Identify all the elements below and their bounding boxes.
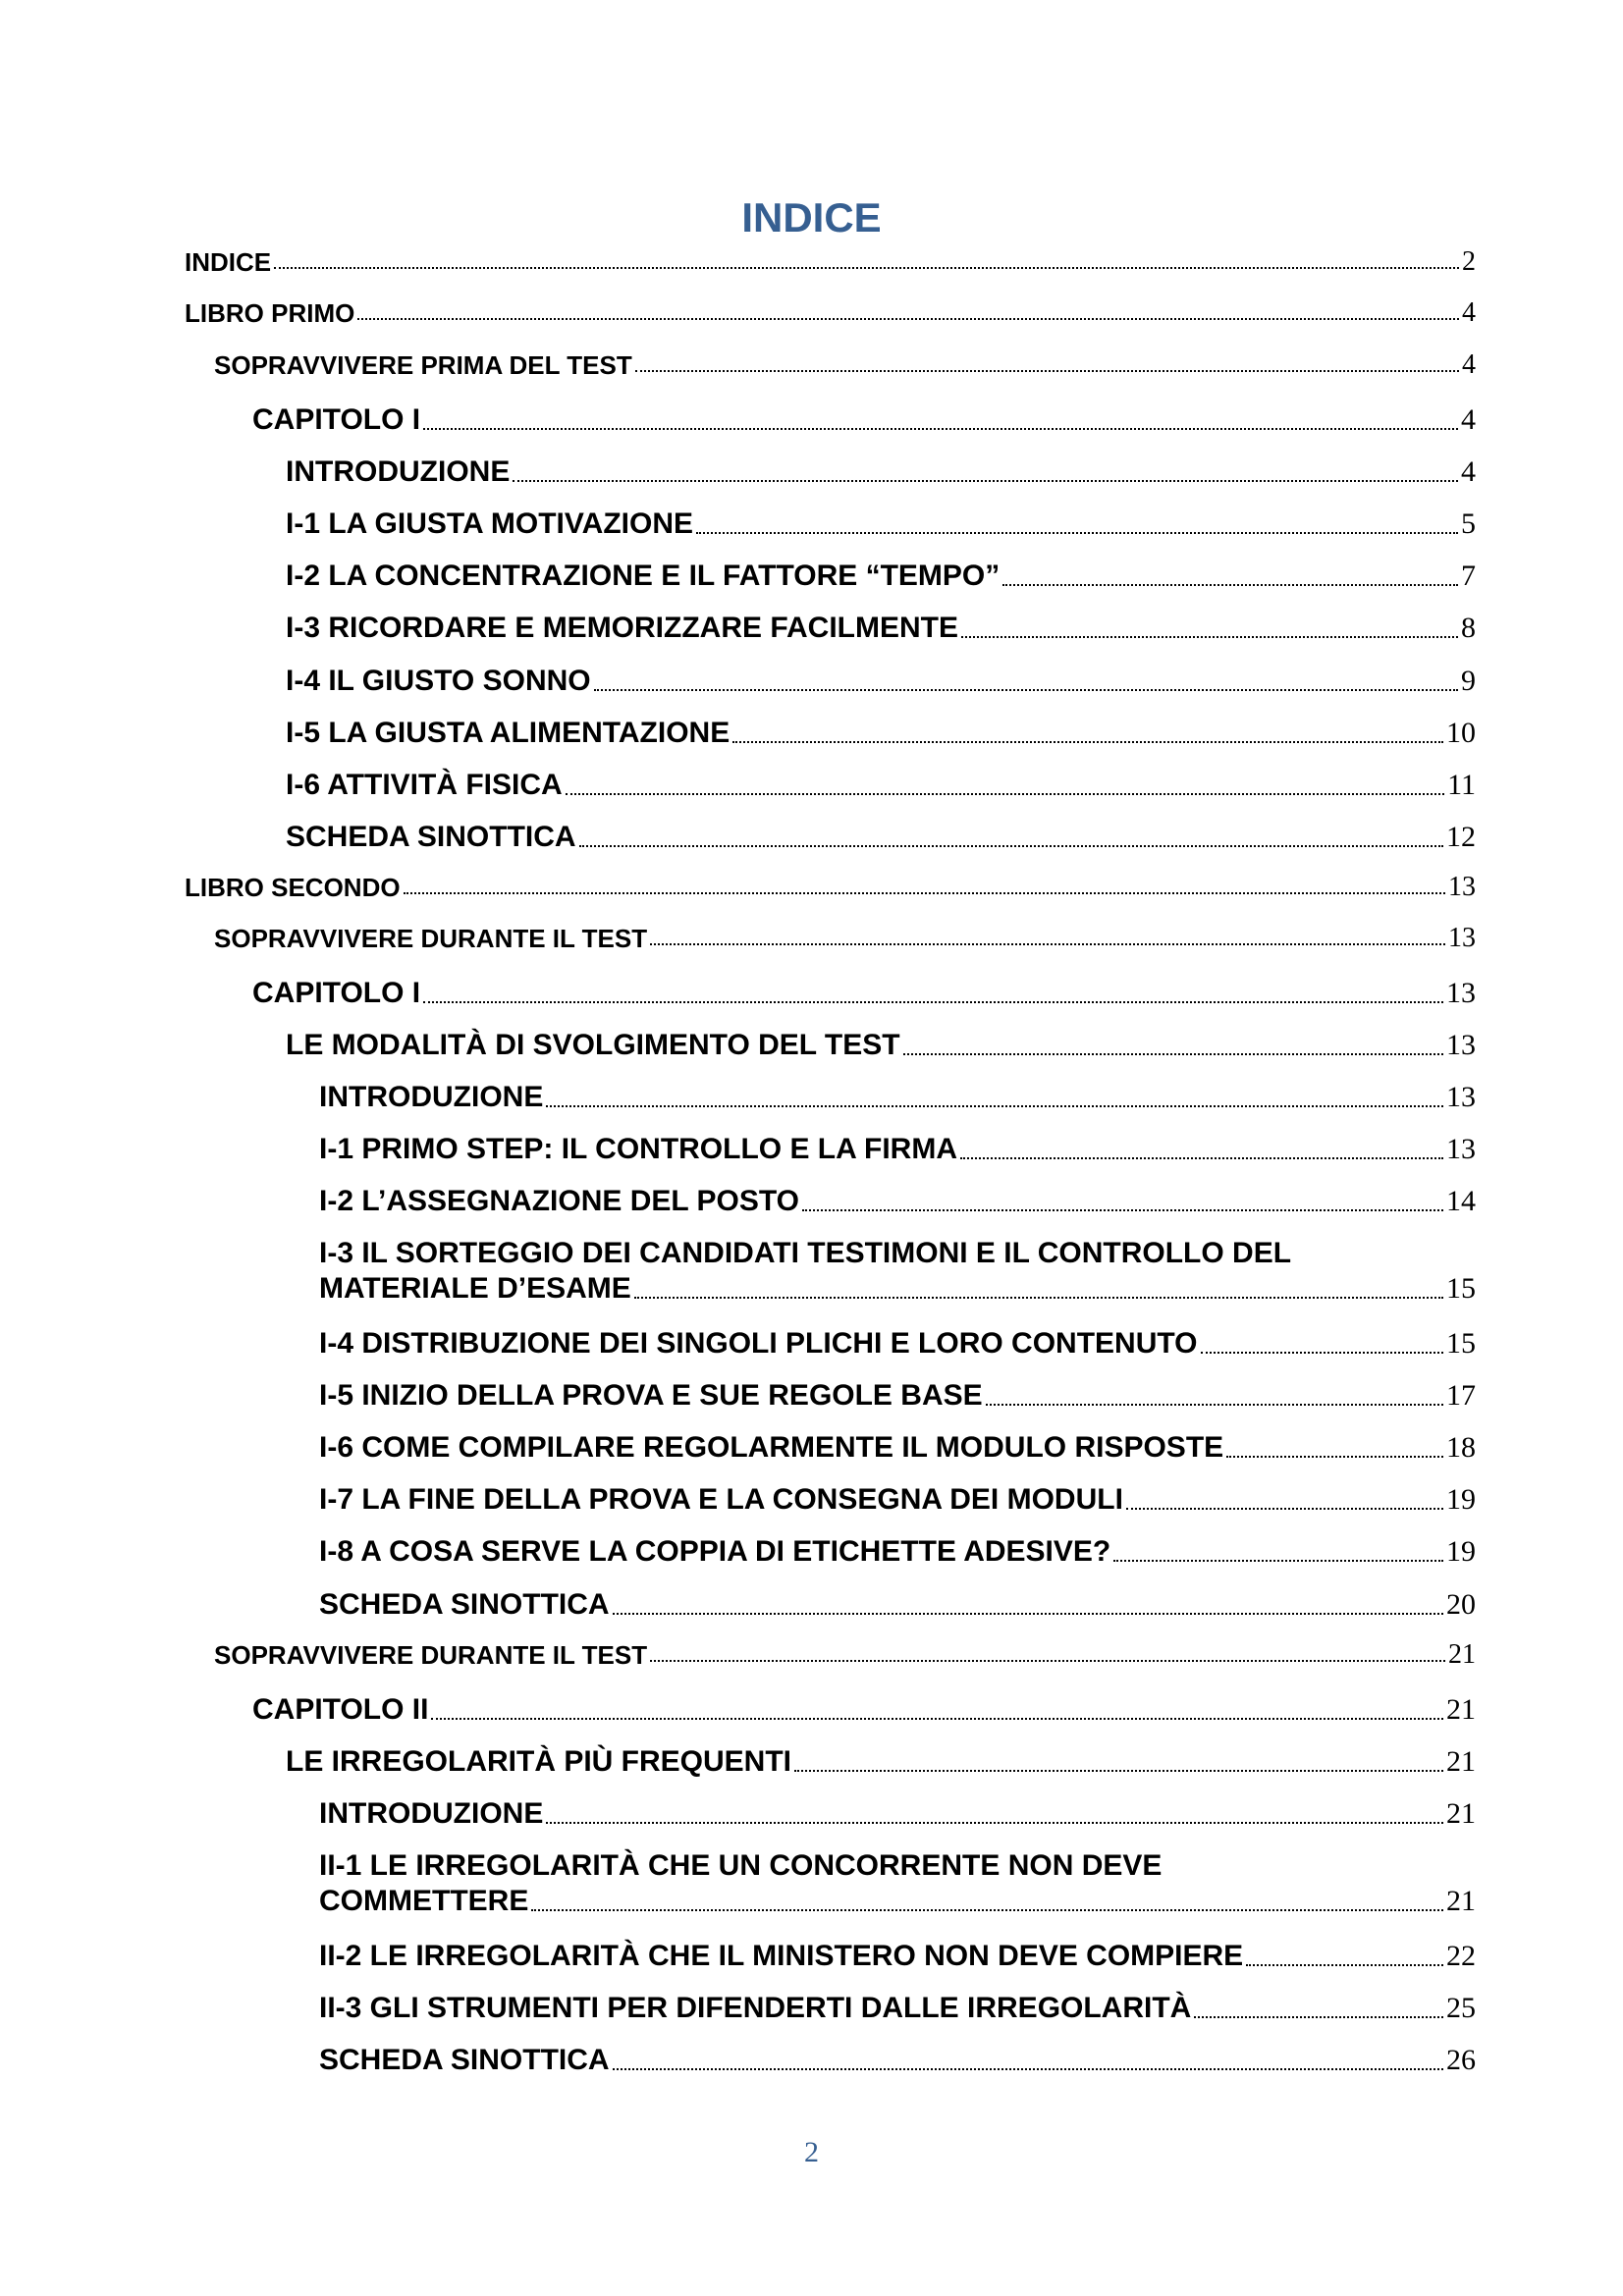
toc-entry-label: LE IRREGOLARITÀ PIÙ FREQUENTI — [286, 1745, 792, 1778]
page-title: INDICE — [741, 194, 882, 240]
dot-leader — [531, 1909, 1443, 1911]
toc-entry-label: I-3 IL SORTEGGIO DEI CANDIDATI TESTIMONI E IL CONTROLLO DEL — [319, 1237, 1292, 1269]
dot-leader — [732, 741, 1443, 743]
dot-leader — [635, 370, 1459, 372]
toc-entry[interactable] — [319, 1378, 1476, 1414]
toc-entry-page: 19 — [1446, 1535, 1476, 1568]
dot-leader — [903, 1053, 1443, 1055]
toc-entry-label: SOPRAVVIVERE DURANTE IL TEST — [214, 924, 648, 953]
dot-leader — [1226, 1456, 1443, 1458]
toc-entry-label-continued: COMMETTERE — [319, 1885, 529, 1917]
dot-leader — [802, 1209, 1443, 1211]
toc-entry[interactable] — [319, 1991, 1476, 2026]
dot-leader — [274, 267, 1459, 269]
dot-leader — [696, 532, 1458, 534]
toc-entry-label: CAPITOLO I — [252, 403, 421, 436]
toc-entry-label: INDICE — [185, 247, 272, 277]
toc-entry-page: 26 — [1446, 2044, 1476, 2076]
toc-entry-label: SCHEDA SINOTTICA — [319, 2044, 610, 2076]
toc-entry-label: SCHEDA SINOTTICA — [286, 821, 576, 853]
toc-entry-page: 12 — [1446, 821, 1476, 853]
toc-entry-page: 13 — [1446, 1029, 1476, 1061]
dot-leader — [613, 1613, 1443, 1615]
toc-entry-page: 25 — [1446, 1992, 1476, 2024]
toc-entry-page: 21 — [1446, 1885, 1476, 1917]
dot-leader — [431, 1718, 1443, 1720]
toc-entry-page: 18 — [1446, 1431, 1476, 1464]
toc-entry-page: 9 — [1461, 665, 1476, 697]
toc-entry-label: LIBRO SECONDO — [185, 873, 401, 902]
toc-entry-label: I-2 LA CONCENTRAZIONE E IL FATTORE “TEMPO” — [286, 560, 1001, 592]
dot-leader — [546, 1822, 1443, 1824]
toc-entry[interactable] — [286, 1028, 1476, 1063]
dot-leader — [513, 480, 1458, 482]
dot-leader — [634, 1297, 1443, 1299]
toc-entry[interactable] — [286, 768, 1476, 803]
toc-entry-label-continued: MATERIALE D’ESAME — [319, 1272, 631, 1305]
toc-entry-page: 5 — [1461, 507, 1476, 540]
toc-entry-label: INTRODUZIONE — [319, 1081, 544, 1113]
toc-entry-label: I-6 ATTIVITÀ FISICA — [286, 769, 563, 801]
toc-entry-page: 14 — [1446, 1185, 1476, 1217]
toc-entry-page: 4 — [1461, 455, 1476, 488]
toc-entry-label: SCHEDA SINOTTICA — [319, 1588, 610, 1621]
toc-entry-page: 4 — [1462, 297, 1476, 328]
toc-entry-page: 2 — [1462, 246, 1476, 277]
toc-entry[interactable] — [319, 1796, 1476, 1832]
toc-entry[interactable] — [214, 350, 1476, 380]
toc-entry-label: I-4 IL GIUSTO SONNO — [286, 665, 591, 697]
toc-entry-label: SOPRAVVIVERE DURANTE IL TEST — [214, 1640, 648, 1670]
toc-entry-page: 4 — [1462, 349, 1476, 380]
toc-entry-page: 21 — [1446, 1693, 1476, 1726]
toc-entry[interactable] — [319, 1236, 1476, 1307]
toc-entry-page: 22 — [1446, 1940, 1476, 1972]
toc-entry-label: I-1 LA GIUSTA MOTIVAZIONE — [286, 507, 693, 540]
dot-leader — [404, 892, 1445, 894]
toc-entry-page: 11 — [1447, 769, 1476, 801]
toc-entry-page: 20 — [1446, 1588, 1476, 1621]
toc-entry[interactable] — [319, 2043, 1476, 2078]
toc-entry[interactable] — [252, 976, 1476, 1011]
toc-entry-label: LE MODALITÀ DI SVOLGIMENTO DEL TEST — [286, 1029, 900, 1061]
toc-entry[interactable] — [286, 716, 1476, 751]
dot-leader — [960, 1157, 1443, 1159]
toc-entry[interactable] — [319, 1587, 1476, 1623]
dot-leader — [566, 793, 1444, 795]
dot-leader — [1246, 1964, 1443, 1966]
dot-leader — [986, 1404, 1443, 1406]
toc-entry[interactable] — [319, 1184, 1476, 1219]
dot-leader — [1126, 1508, 1443, 1510]
dot-leader — [1201, 1352, 1444, 1354]
toc-entry-label: I-5 LA GIUSTA ALIMENTAZIONE — [286, 717, 730, 749]
dot-leader — [423, 428, 1458, 430]
toc-entry[interactable] — [319, 1848, 1476, 1919]
toc-entry-page: 15 — [1446, 1272, 1476, 1305]
toc-entry-page: 4 — [1461, 403, 1476, 436]
dot-leader — [594, 689, 1458, 691]
toc-entry-label: I-2 L’ASSEGNAZIONE DEL POSTO — [319, 1185, 799, 1217]
toc-entry[interactable] — [185, 298, 1476, 328]
footer-page-number: 2 — [804, 2136, 819, 2168]
toc-entry-label: I-5 INIZIO DELLA PROVA E SUE REGOLE BASE — [319, 1379, 983, 1412]
dot-leader — [1002, 584, 1458, 586]
toc-entry[interactable] — [319, 1534, 1476, 1570]
toc-entry-label: II-1 LE IRREGOLARITÀ CHE UN CONCORRENTE NON DEVE — [319, 1849, 1163, 1882]
toc-entry-label: CAPITOLO II — [252, 1693, 429, 1726]
dot-leader — [1194, 2016, 1443, 2018]
toc-entry-page: 7 — [1461, 560, 1476, 592]
toc-entry[interactable] — [214, 1640, 1476, 1670]
toc-entry-page: 21 — [1446, 1745, 1476, 1778]
dot-leader — [1113, 1560, 1443, 1562]
toc-entry[interactable] — [319, 1326, 1476, 1362]
toc-entry[interactable] — [286, 454, 1476, 490]
toc-entry[interactable] — [252, 1692, 1476, 1728]
toc-entry-label: I-8 A COSA SERVE LA COPPIA DI ETICHETTE ADESIVE? — [319, 1535, 1111, 1568]
toc-entry[interactable] — [286, 507, 1476, 542]
toc-entry[interactable] — [319, 1132, 1476, 1167]
toc-entry-label: INTRODUZIONE — [319, 1797, 544, 1830]
toc-entry-page: 21 — [1448, 1639, 1476, 1670]
toc-entry-page: 13 — [1446, 1081, 1476, 1113]
toc-entry-label: I-3 RICORDARE E MEMORIZZARE FACILMENTE — [286, 612, 959, 644]
toc-entry[interactable] — [319, 1939, 1476, 1974]
toc-entry[interactable] — [214, 924, 1476, 953]
toc-entry[interactable] — [319, 1430, 1476, 1466]
toc-entry-page: 8 — [1461, 612, 1476, 644]
toc-entry-label: I-7 LA FINE DELLA PROVA E LA CONSEGNA DEI MODULI — [319, 1483, 1123, 1516]
dot-leader — [357, 318, 1459, 320]
dot-leader — [650, 943, 1445, 945]
toc-entry[interactable] — [286, 1744, 1476, 1780]
toc-entry-page: 17 — [1446, 1379, 1476, 1412]
toc-entry-page: 13 — [1448, 872, 1476, 902]
toc-entry-page: 13 — [1448, 923, 1476, 953]
toc-entry[interactable] — [185, 873, 1476, 902]
toc-entry-label: SOPRAVVIVERE PRIMA DEL TEST — [214, 350, 632, 380]
toc-entry[interactable] — [252, 402, 1476, 438]
toc-entry-page: 10 — [1446, 717, 1476, 749]
toc-entry-label: INTRODUZIONE — [286, 455, 511, 488]
toc-entry-label: I-4 DISTRIBUZIONE DEI SINGOLI PLICHI E LORO CONTENUTO — [319, 1327, 1198, 1360]
dot-leader — [579, 845, 1443, 847]
toc-entry-page: 13 — [1446, 977, 1476, 1009]
dot-leader — [423, 1001, 1443, 1003]
toc-entry[interactable] — [319, 1482, 1476, 1518]
dot-leader — [794, 1770, 1443, 1772]
toc-entry-label: I-6 COME COMPILARE REGOLARMENTE IL MODULO RISPOSTE — [319, 1431, 1224, 1464]
dot-leader — [650, 1660, 1445, 1662]
toc-entry-label: LIBRO PRIMO — [185, 298, 355, 328]
toc-entry[interactable] — [286, 664, 1476, 699]
toc-entry-page: 13 — [1446, 1133, 1476, 1165]
toc-entry-label: I-1 PRIMO STEP: IL CONTROLLO E LA FIRMA — [319, 1133, 957, 1165]
dot-leader — [961, 636, 1458, 638]
toc-entry[interactable] — [319, 1080, 1476, 1115]
toc-entry[interactable] — [185, 247, 1476, 277]
dot-leader — [613, 2068, 1443, 2070]
toc-entry[interactable] — [286, 611, 1476, 646]
toc-entry-page: 15 — [1446, 1327, 1476, 1360]
toc-entry[interactable] — [286, 820, 1476, 855]
toc-entry-page: 21 — [1446, 1797, 1476, 1830]
toc-entry-label: II-2 LE IRREGOLARITÀ CHE IL MINISTERO NON DEVE COMPIERE — [319, 1940, 1244, 1972]
toc-entry[interactable] — [286, 559, 1476, 594]
toc-entry-label: II-3 GLI STRUMENTI PER DIFENDERTI DALLE IRREGOLARITÀ — [319, 1992, 1192, 2024]
dot-leader — [546, 1105, 1443, 1107]
toc-entry-label: CAPITOLO I — [252, 977, 421, 1009]
toc-entry-page: 19 — [1446, 1483, 1476, 1516]
